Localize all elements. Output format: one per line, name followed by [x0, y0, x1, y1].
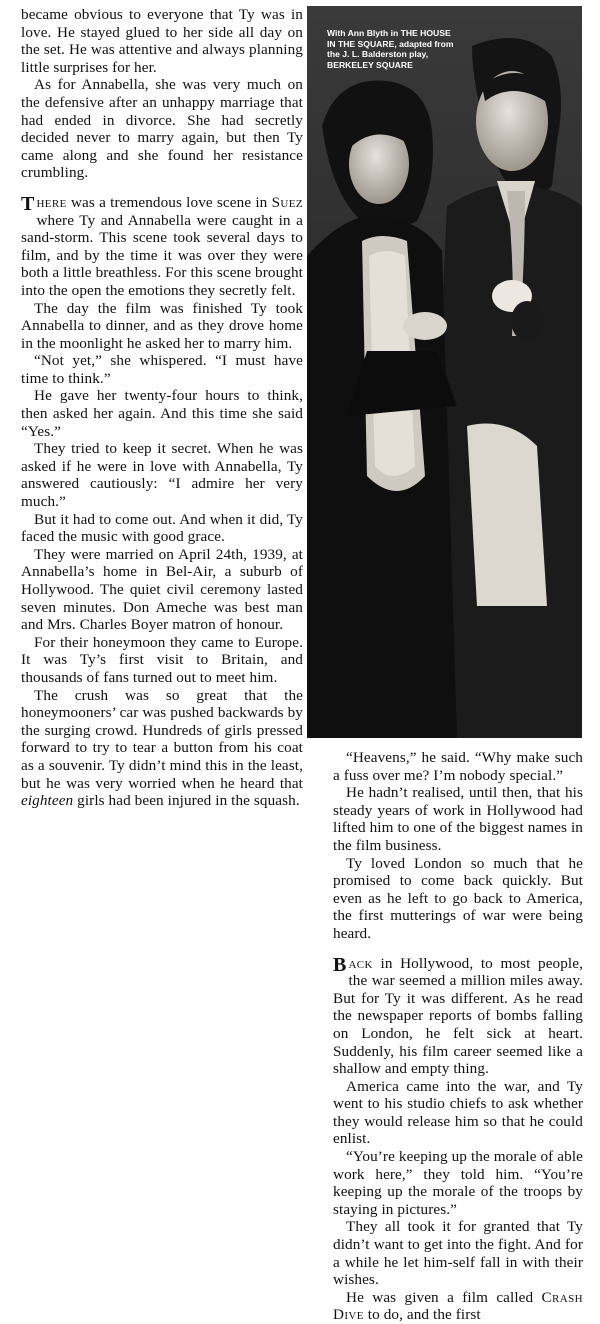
emphasis-text: eighteen [21, 792, 74, 810]
film-still-illustration [307, 6, 582, 738]
paragraph-section-start [21, 194, 303, 300]
photo-caption: With Ann Blyth in THE HOUSE IN THE SQUARE, adapted from the J. L. Balderston play, BERKELEY SQUARE [327, 28, 454, 70]
paragraph: “Not yet,” she whispered. “I must have time to think.” [21, 352, 303, 387]
paragraph: They all took it for granted that Ty didn’t want to get into the fight. And for a while he let him-self fall in with their wishes. [333, 1218, 583, 1289]
paragraph: As for Annabella, she was very much on the defensive after an unhappy marriage that had ended in divorce. She had secretly decided never to marry again, but then Ty came along and she found her resistance crumbling. [21, 76, 303, 182]
paragraph [21, 687, 303, 810]
left-text-column [21, 6, 303, 810]
paragraph-text: The crush was so great that the honeymooners’ car was pushed backwards by the surging crowd. Hundreds of girls pressed forward to try to tear a button from his coat as a souvenir. Ty didn’t mind this in the least, but he was very worried when he heard that [21, 686, 303, 792]
paragraph: became obvious to everyone that Ty was in love. He stayed glued to her side all day on the set. He was attentive and always planning little surprises for her. [21, 6, 303, 76]
paragraph: The day the film was finished Ty took Annabella to dinner, and as they drove home in the moonlight he asked her to marry him. [21, 299, 303, 352]
paragraph: They were married on April 24th, 1939, at Annabella’s home in Bel-Air, a suburb of Hollywood. The quiet civil ceremony lasted seven minutes. Don Ameche was best man and Mrs. Charles Boyer matron of honour. [21, 545, 303, 634]
lead-in-smallcaps: ack [348, 954, 373, 972]
film-title: Crash Dive [333, 1288, 583, 1324]
place-name: Suez [271, 193, 303, 211]
paragraph [333, 1289, 583, 1324]
paragraph: But it had to come out. And when it did, Ty faced the music with good grace. [21, 510, 303, 546]
paragraph: They tried to keep it secret. When he was asked if he were in love with Annabella, Ty answered cautiously: “I admire her very much.” [21, 440, 303, 511]
paragraph-text: where Ty and Annabella were caught in a sand-storm. This scene took several days to film, and by the time it was over they were both a little breathless. For this scene brought into the open the emotions they secretly felt. [21, 211, 303, 299]
paragraph-text: in Hollywood, to most people, the war seemed a million miles away. But for Ty it was different. As he read the newspaper reports of bombs falling on London, he felt sick at heart. Suddenly, his film career seemed like a shallow and empty thing. [333, 954, 583, 1078]
paragraph-text: to do, and the first [363, 1306, 481, 1324]
lead-in-smallcaps: here [36, 193, 67, 211]
paragraph-text: He was given a film called [346, 1288, 542, 1306]
paragraph: America came into the war, and Ty went to his studio chiefs to ask whether they would release him so that he could enlist. [333, 1077, 583, 1148]
paragraph: He hadn’t realised, until then, that his steady years of work in Hollywood had lifted him to one of the biggest names in the film business. [333, 784, 583, 854]
paragraph-section-start [333, 955, 583, 1078]
paragraph-text: girls had been injured in the squash. [73, 792, 300, 810]
film-still-photo [307, 6, 582, 738]
paragraph-text: was a tremendous love scene in [66, 193, 272, 211]
paragraph: “Heavens,” he said. “Why make such a fuss over me? I’m nobody special.” [333, 749, 583, 784]
paragraph: For their honeymoon they came to Europe. It was Ty’s first visit to Britain, and thousands of fans turned out to meet him. [21, 633, 303, 686]
drop-cap: B [333, 953, 347, 976]
right-text-column [333, 749, 583, 1324]
paragraph: “You’re keeping up the morale of able work here,” they told him. “You’re keeping up the morale of the troops by staying in pictures.” [333, 1148, 583, 1218]
paragraph: He gave her twenty-four hours to think, then asked her again. And this time she said “Yes.” [21, 387, 303, 440]
paragraph: Ty loved London so much that he promised to come back quickly. But even as he left to go back to America, the first mutterings of war were being heard. [333, 854, 583, 942]
drop-cap: T [21, 192, 35, 215]
